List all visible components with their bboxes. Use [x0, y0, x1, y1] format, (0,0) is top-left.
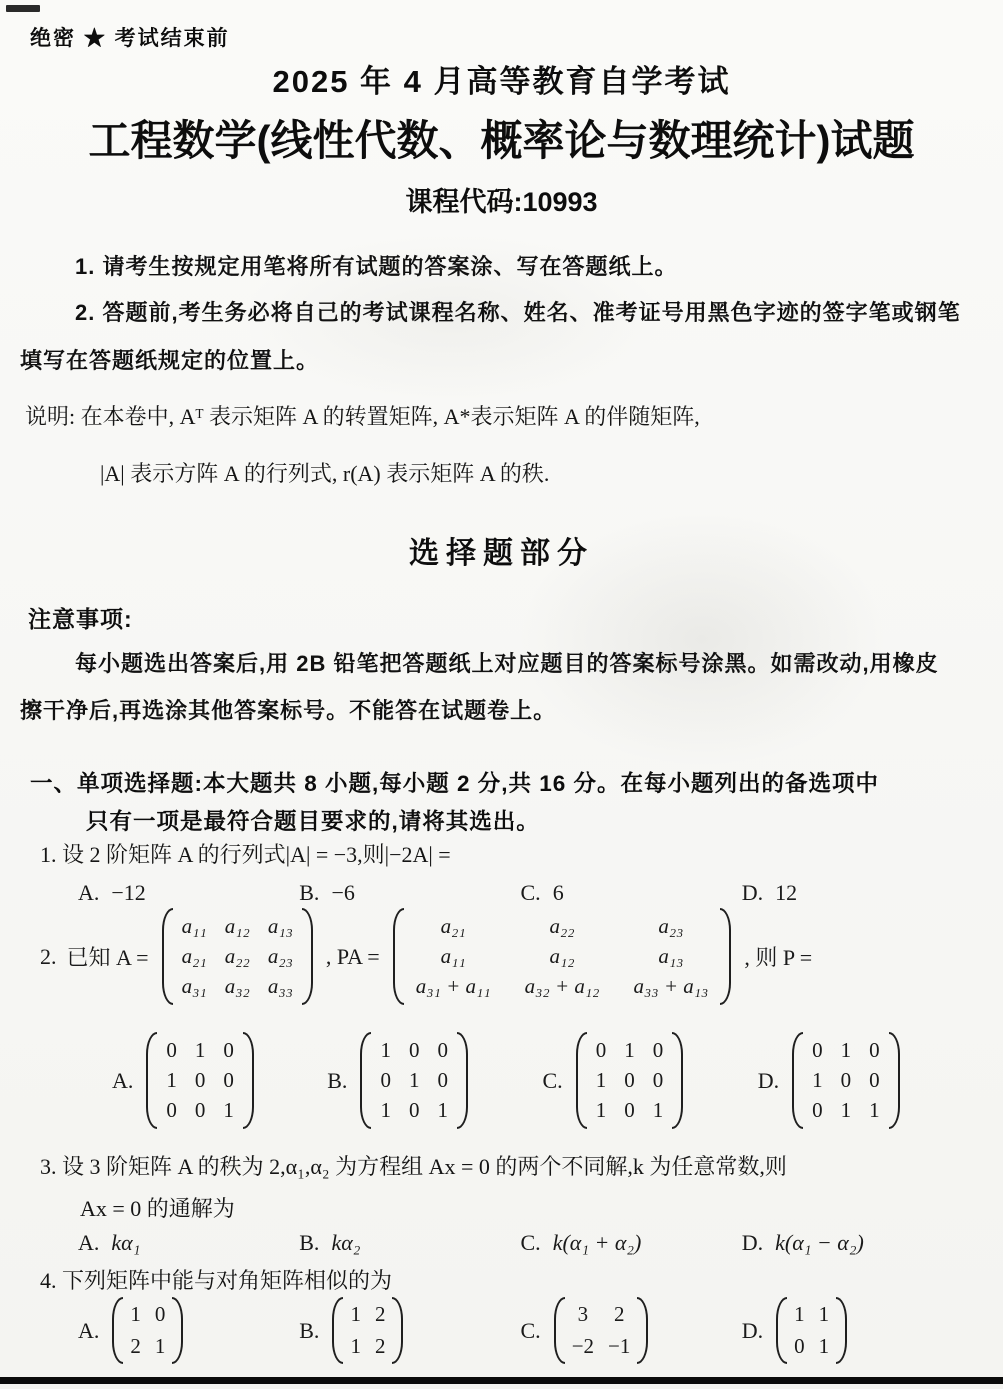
question-4-options [0, 1297, 1003, 1364]
instruction-item-2-line-2: 填写在答题纸规定的位置上。 [20, 348, 320, 373]
course-code: 课程代码:10993 [405, 187, 598, 217]
question-1-stem: 1. 设 2 阶矩阵 A 的行列式|A| = −3,则|−2A| = [40, 842, 451, 867]
question-2-option-a: A. 0 1 0 1 0 0 0 0 1 [112, 1032, 327, 1129]
question-4-option-d: D. 1 1 0 1 [742, 1297, 963, 1364]
question-2-matrix-pa: a₂₁ a₂₂ a₂₃ a₁₁ a₁₂ a₁₃ a₃₁ + a₁₁ a₃₂ + a₁₂ a₃₃ + a₁₃ [393, 908, 732, 1005]
question-4-option-b-matrix: 1 2 1 2 [332, 1297, 403, 1364]
question-2-option-c-matrix: 0 1 0 1 0 0 1 0 1 [576, 1032, 684, 1129]
paper-title: 工程数学(线性代数、概率论与数理统计)试题 [88, 117, 915, 164]
question-2-stem [40, 908, 812, 1005]
question-4-option-a-matrix: 1 0 2 1 [112, 1297, 183, 1364]
notice-title: 注意事项: [28, 606, 133, 632]
notation-note-line-1: 说明: 在本卷中, Aᵀ 表示矩阵 A 的转置矩阵, A*表示矩阵 A 的伴随矩阵, [25, 404, 700, 429]
question-4-stem: 4. 下列矩阵中能与对角矩阵相似的为 [40, 1268, 393, 1293]
question-3-option-a: A. kα₁ [78, 1230, 141, 1255]
question-4-option-a: A. 1 0 2 1 [78, 1297, 299, 1364]
multiple-choice-section-heading: 选择题部分 [409, 537, 594, 570]
question-2-option-d: D. 0 1 0 1 0 0 0 1 1 [758, 1032, 973, 1129]
question-2-matrix-a: a₁₁ a₁₂ a₁₃ a₂₁ a₂₂ a₂₃ a₃₁ a₃₂ a₃₃ [162, 908, 313, 1005]
question-1-option-d: D. 12 [741, 880, 798, 905]
question-1-option-a: A. −12 [78, 880, 146, 905]
instruction-item-2-line-1: 2. 答题前,考生务必将自己的考试课程名称、姓名、准考证号用黑色字迹的签字笔或钢笔 [75, 300, 961, 325]
question-3-option-d: D. k(α₁ − α₂) [741, 1230, 864, 1255]
question-2-option-c: C. 0 1 0 1 0 0 1 0 1 [543, 1032, 758, 1129]
question-2-then-label: , 则 P = [744, 945, 813, 971]
question-2-option-b: B. 1 0 0 0 1 0 1 0 1 [327, 1032, 542, 1129]
question-2-option-a-matrix: 0 1 0 1 0 0 0 0 1 [146, 1032, 254, 1129]
notation-note-line-2: |A| 表示方阵 A 的行列式, r(A) 表示矩阵 A 的秩. [100, 461, 550, 486]
question-4-option-d-matrix: 1 1 0 1 [776, 1297, 847, 1364]
exam-session-title: 2025 年 4 月高等教育自学考试 [272, 64, 731, 99]
question-1-options [0, 880, 1003, 906]
question-3-options [0, 1230, 1003, 1256]
scan-edge-bottom-bar [0, 1377, 1003, 1384]
scan-artifact-mark [6, 5, 40, 12]
instruction-item-1: 1. 请考生按规定用笔将所有试题的答案涂、写在答题纸上。 [75, 254, 678, 279]
question-2-option-b-matrix: 1 0 0 0 1 0 1 0 1 [360, 1032, 468, 1129]
question-2-option-d-matrix: 0 1 0 1 0 0 0 1 1 [792, 1032, 900, 1129]
classification-banner: 绝密 ★ 考试结束前 [30, 27, 230, 50]
question-3-option-b: B. kα₂ [299, 1230, 361, 1255]
notice-body-line-1: 每小题选出答案后,用 2B 铅笔把答题纸上对应题目的答案标号涂黑。如需改动,用橡皮 [75, 651, 939, 676]
notice-body-line-2: 擦干净后,再选涂其他答案标号。不能答在试题卷上。 [20, 698, 557, 723]
question-1-option-c: C. 6 [520, 880, 564, 905]
question-2-pa-label: , PA = [325, 943, 380, 969]
question-2-given-label: 已知 A = [66, 945, 149, 971]
question-4-option-c-matrix: 3 2 −2 −1 [554, 1297, 649, 1364]
question-1-option-b: B. −6 [299, 880, 355, 905]
section-one-heading-line-1: 一、单项选择题:本大题共 8 小题,每小题 2 分,共 16 分。在每小题列出的备选项中 [30, 771, 880, 796]
section-one-heading-line-2: 只有一项是最符合题目要求的,请将其选出。 [86, 809, 540, 834]
question-2-number: 2. [40, 943, 57, 969]
question-4-option-c: C. 3 2 −2 −1 [521, 1297, 742, 1364]
question-4-option-b: B. 1 2 1 2 [299, 1297, 520, 1364]
question-3-option-c: C. k(α₁ + α₂) [520, 1230, 642, 1255]
question-2-options [0, 1032, 1003, 1129]
question-3-stem-line-1: 3. 设 3 阶矩阵 A 的秩为 2,α₁,α₂ 为方程组 Ax = 0 的两个不同解,k 为任意常数,则 [40, 1154, 787, 1179]
question-3-stem-line-2: Ax = 0 的通解为 [80, 1196, 235, 1221]
